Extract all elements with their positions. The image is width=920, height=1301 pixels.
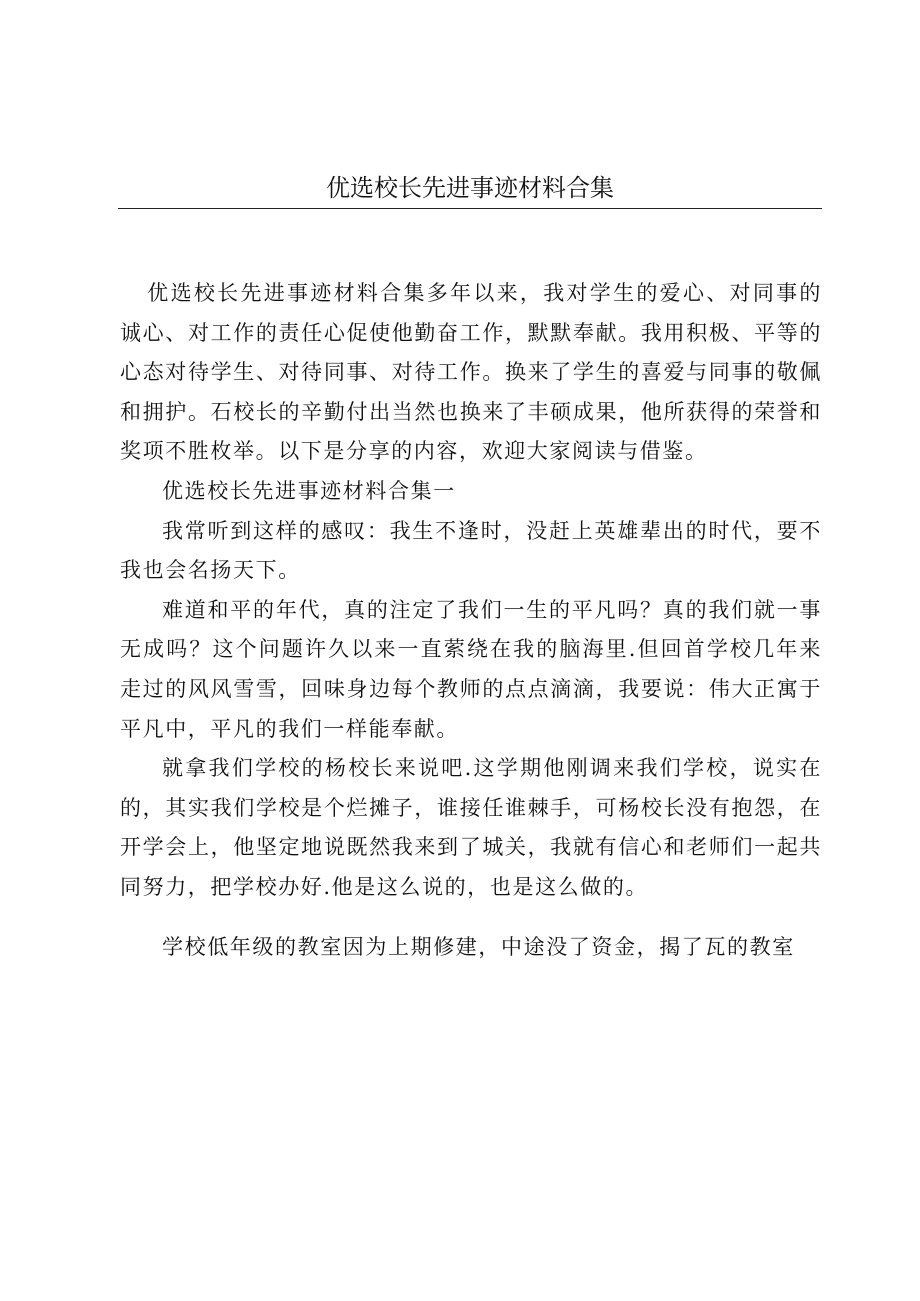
paragraph: 难道和平的年代，真的注定了我们一生的平凡吗？真的我们就一事无成吗？这个问题许久以来一直萦绕在我的脑海里.但回首学校几年来走过的风风雪雪，回味身边每个教师的点点滴滴，我要说：伟大正寓于平凡中，平凡的我们一样能奉献。 [120, 597, 822, 741]
paragraph-intro: 优选校长先进事迹材料合集多年以来，我对学生的爱心、对同事的诚心、对工作的责任心促使他勤奋工作，默默奉献。我用积极、平等的心态对待学生、对待同事、对待工作。换来了学生的喜爱与同事的敬佩和拥护。石校长的辛勤付出当然也换来了丰硕成果，他所获得的荣誉和奖项不胜枚举。以下是分享的内容，欢迎大家阅读与借鉴。 [120, 281, 822, 464]
header-title: 优选校长先进事迹材料合集 [326, 174, 614, 202]
paragraph: 就拿我们学校的杨校长来说吧.这学期他刚调来我们学校，说实在的，其实我们学校是个烂摊子，谁接任谁棘手，可杨校长没有抱怨，在开学会上，他坚定地说既然我来到了城关，我就有信心和老师们一起共同努力，把学校办好.他是这么说的，也是这么做的。 [120, 756, 822, 899]
paragraph-section-heading: 优选校长先进事迹材料合集一 [162, 478, 456, 503]
document-header [118, 170, 822, 209]
document-body [120, 274, 822, 967]
paragraph: 学校低年级的教室因为上期修建，中途没了资金，揭了瓦的教室 [162, 934, 795, 959]
paragraph: 我常听到这样的感叹：我生不逢时，没赶上英雄辈出的时代，要不我也会名扬天下。 [120, 518, 822, 583]
